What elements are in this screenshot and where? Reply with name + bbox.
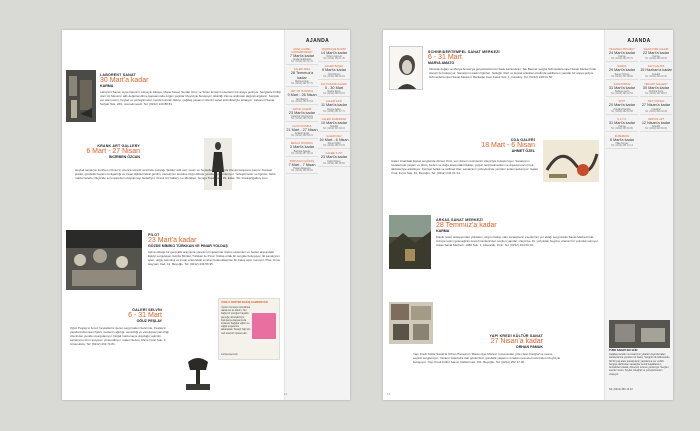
ajanda-entry-venue: TAFT KÖKSAL <box>647 100 665 104</box>
r-article1-body: Vilna'da doğan ve Marya Amato'ya gerçeküstücü bir ifade kazandıran 'Tek Başına' sergisi Schneidertempel Sanat Merkezi'nde izleyici ile buluşuyor. Sanatçının kadın figürleri, belleğin izleri ve kişisel anlatılar etrafında şekillenen yapıtlar bir araya geliyor. Schneidertempel Sanat Merkezi, Bankalar Cad. Felek Sok. 1, Karaköy. Tel: (0212) 249 01 50. <box>429 68 597 79</box>
ajanda-entry-tel: Tel: (0212) 227 08 07 <box>640 93 672 97</box>
ajanda-entry <box>640 65 672 79</box>
ajanda-entry-sub: Karma <box>618 55 626 59</box>
ajanda-entry-venue: ANNA LAUDEL CONTEMPORARY <box>291 48 313 54</box>
left-page <box>62 30 350 400</box>
bronze-figure-icon <box>180 348 216 396</box>
ajanda-entry-date: 9 Mart'a kadar <box>321 68 347 73</box>
ajanda-entry-venue: ZİLBERMAN <box>614 135 630 139</box>
abstract-painting-icon <box>543 140 599 182</box>
ajanda-entry-tel: Tel: (0212) 292 57 70 <box>286 83 318 87</box>
ajanda-entry-sub: Özlem Günyol <box>326 55 342 59</box>
ajanda-entry-sub: Ahmet Öğüt <box>327 142 341 146</box>
ajanda-entry-date: 30 Mart'a kadar <box>642 85 670 90</box>
ajanda-entry-tel: Tel: (0212) 249 33 48 <box>640 111 672 115</box>
ajanda-entry-sub: Duygu Aslan <box>327 107 341 111</box>
ajanda-entry-date: 7 Mart'a kadar <box>289 54 315 58</box>
ajanda-entry <box>640 83 672 97</box>
ajanda-entry-tel: Tel: (0212) 293 10 56 <box>606 93 638 97</box>
ajanda-entry-venue: EVLİYAZADE GALERİ <box>321 82 347 86</box>
ad-link[interactable]: zorlucenter.com <box>221 353 238 357</box>
ajanda-entry-date: 12 Nisan'a kadar <box>641 120 671 125</box>
ajanda-entry-tel: Tel: (0212) 258 81 80 <box>606 128 638 132</box>
article3-date: 23 Mart'a kadar <box>148 237 197 244</box>
ajanda-entry-date: 6 Mart'a kadar <box>609 138 635 143</box>
ad-body: Yardım Kuruluşu Gönüllüsü olarak siz de katılın. Her bağış bir çocuğun hayalini gerçeğe dönüştürüyor. Kampanya kapsamında toplanan bağışlar eğitim ve sağlık projelerine aktarılacak. Detaylı bilgi için web sitemizi ziyaret edin. <box>221 305 251 335</box>
ajanda-entry <box>606 100 638 114</box>
ajanda-entry-sub: Ümit Dinçer <box>327 72 341 76</box>
ajanda-entry-tel: Tel: (0212) 266 79 03 <box>286 118 318 122</box>
right-page-number: 13 <box>387 392 391 396</box>
ajanda-entry-venue: ART ON ISTANBUL <box>290 90 314 94</box>
ajanda-entry-venue: ALAN İSTANBUL <box>292 125 312 129</box>
ajanda-entry <box>318 48 350 62</box>
ajanda-entry-sub: Hale Tenger <box>615 142 629 146</box>
r-article4-venue: YAPI KREDİ KÜLTÜR SANAT <box>489 334 543 338</box>
left-ajanda-title: AJANDA <box>305 38 330 44</box>
ajanda-entry-date: 5 - 30 Mart <box>324 85 344 90</box>
ajanda-entry-date: 29 Mart'a kadar <box>608 68 636 73</box>
ajanda-entry-sub: Ali Rıza Kuzu <box>648 90 664 94</box>
ajanda-entry-sub: Katerina Vincourová <box>291 115 313 119</box>
ajanda-entry-tel: Tel: (0212) 252 15 25 <box>318 145 350 149</box>
ajanda-entry-tel: Tel: (0212) 334 04 00 <box>286 170 318 174</box>
article1-date: 30 Mart'a kadar <box>100 77 149 84</box>
ajanda-entry <box>318 118 350 132</box>
ajanda-entry-venue: ARTON GALERİ <box>292 107 312 111</box>
ajanda-entry-date: 3 Mart'a kadar <box>289 145 315 150</box>
ajanda-entry-sub: Fahri Dinçer <box>327 159 341 163</box>
right-ajanda-sidebar <box>604 30 673 400</box>
ad-graphic-icon <box>252 313 276 339</box>
article2-venue: KRANK ART GALLERY <box>97 144 140 148</box>
ajanda-entry-venue: TEM ART GALLERY <box>644 82 668 86</box>
left-ajanda-sidebar <box>284 30 350 400</box>
ajanda-entry <box>606 83 638 97</box>
right-ajanda-title: AJANDA <box>627 38 651 44</box>
ajanda-entry-sub: Mehmet Gün <box>295 80 309 84</box>
ajanda-entry-date: 23 Mart'a kadar <box>288 110 316 115</box>
ajanda-entry <box>606 65 638 79</box>
landscape-painting-icon <box>389 215 431 269</box>
ajanda-entry-date: 14 Mart'a kadar <box>320 51 348 55</box>
photo-collage-image <box>389 302 433 344</box>
box-title: TÜRK SANATI BU GÜN <box>609 349 638 352</box>
ajanda-entry-date: 27 Nisan'a kadar <box>641 103 671 108</box>
ajanda-entry-sub: Şener Özmen <box>614 72 630 76</box>
article4-venue: GALERİ SELVİN <box>132 308 162 312</box>
ajanda-entry <box>640 118 672 132</box>
r-article4-date: 27 Nisan'a kadar <box>490 338 543 345</box>
interior-photo-icon <box>609 320 670 348</box>
ajanda-entry-tel: Tel: (0212) 252 92 91 <box>318 76 350 80</box>
ajanda-entry-venue: DOMINIQUE MARSH <box>321 48 347 51</box>
painting-image <box>543 140 599 182</box>
ajanda-entry-date: 21 Mart - 27 Nisan <box>286 128 318 133</box>
ajanda-entry-venue: PİLEVNELİ PROJECT <box>609 48 635 51</box>
left-ajanda-col2 <box>318 48 350 170</box>
ajanda-entry-date: 22 Mart'a kadar <box>642 51 670 55</box>
box-image <box>609 320 670 348</box>
ajanda-entry-sub: Kolektif <box>652 125 660 129</box>
ajanda-entry <box>318 152 350 166</box>
right-ajanda-col1 <box>606 48 638 152</box>
ajanda-entry-venue: GALERİ NEV <box>326 135 342 139</box>
ajanda-entry-tel: Tel: (0212) 327 08 00 <box>606 76 638 80</box>
installation-image <box>66 70 96 122</box>
ajanda-entry <box>286 108 318 122</box>
ajanda-entry-sub: Ali Emir Ergin <box>294 132 310 136</box>
ajanda-entry <box>606 135 638 149</box>
promo-ad-box <box>218 298 280 360</box>
ajanda-entry-tel: Tel: (0212) 243 33 10 <box>318 128 350 132</box>
ajanda-entry-venue: SANATORIUM <box>613 82 631 86</box>
ajanda-entry-venue: Ş.A.T.S. <box>617 117 627 121</box>
collage-icon <box>389 302 433 344</box>
ajanda-entry-sub: Kolektif <box>330 125 338 129</box>
ajanda-entry-sub: Nazire Ergin <box>327 90 341 94</box>
ajanda-entry-date: 28 Temmuz'a kadar <box>290 71 314 80</box>
ajanda-entry-sub: Stefano Cerio <box>614 90 630 94</box>
ajanda-entry-sub: Jordan Eddington <box>292 58 312 62</box>
r-article3-date: 28 Temmuz'a kadar <box>436 222 497 229</box>
r-article3-subtitle: KARMA <box>436 229 450 234</box>
ajanda-entry-tel: Tel: (0212) 243 31 31 <box>286 61 318 65</box>
ajanda-entry-venue: BORUSAN ÇAĞDAŞ <box>290 159 314 163</box>
ajanda-entry <box>286 68 318 87</box>
ajanda-entry <box>318 83 350 97</box>
ajanda-entry <box>640 100 672 114</box>
ajanda-entry-tel: Tel: (0212) 252 55 70 <box>606 58 638 62</box>
ajanda-entry-date: 15 Haziran'a kadar <box>640 68 672 73</box>
article4-body: Oğuz Peşlay'ın bronz heykellerini içeren sergi Galeri Selvin'de. Peşlay'ın yapıtlarında insan figürü; bedenin ağırlığı, sessizliği ve varoluşsal yalnızlığı üzerinden yeniden kurgulanıyor. Doğal malzemeye duyduğu yakınlık, sanatçının form arayışını yönlendiriyor. Galeri Selvin, Ahmet Gün Sok. 3, Arnavutköy. Tel: (0212) 263 74 81. <box>70 327 170 346</box>
ajanda-entry-sub: Barbara Stauss <box>293 149 311 153</box>
classical-painting-image <box>389 215 431 269</box>
ajanda-entry <box>286 160 318 174</box>
ajanda-entry <box>318 65 350 79</box>
ajanda-entry-tel: Tel: (0212) 252 13 54 <box>286 101 318 105</box>
ajanda-entry-sub: Fotoğraf Sergisi <box>613 107 631 111</box>
r-article1-subtitle: MARYA AMATO <box>428 61 455 66</box>
ajanda-entry-date: 16 Mart - 6 Nisan <box>319 138 349 143</box>
ajanda-entry-tel: Tel: (0212) 251 11 45 <box>318 58 350 62</box>
ajanda-entry <box>286 125 318 139</box>
sculpture-illustration-icon <box>66 70 96 122</box>
ajanda-entry-venue: GALERİ X-IST <box>325 152 343 156</box>
ajanda-entry-date: 10 Mart'a kadar <box>320 120 348 125</box>
ajanda-entry-date: 9 Mart - 26 Nisan <box>287 93 317 98</box>
right-page <box>383 30 673 400</box>
ajanda-entry-tel: Tel: (0212) 293 44 61 <box>318 93 350 97</box>
crowd-photo-icon <box>66 230 142 290</box>
article4-subtitle: OĞUZ PEŞLAY <box>136 319 162 324</box>
ajanda-entry-sub: Kolektif <box>652 72 660 76</box>
r-article3-body: Klasik resim anlayışından yükselen, özgün bakışı olan sanatçıların eserlerinin yer aldığı sergi Arkas Sanat Merkezi'nde. Avrupa resim geleneğinin önemli isimlerinden seçilen yapıtlar, izleyiciye 16. yüzyıldan bugüne uzanan bir yolculuk sunuyor. Arkas Sanat Merkezi, 1380 Sok. 1, Alsancak, İzmir. Tel: (0232) 464 66 00. <box>436 236 599 247</box>
ajanda-entry-tel: Tel: (0212) 291 86 00 <box>318 163 350 167</box>
box-tel: Tel: (0212) 393 14 43 <box>609 388 633 391</box>
ajanda-entry-sub: Hasan Aksaygın <box>293 167 311 171</box>
left-ajanda-col1 <box>286 48 318 177</box>
r-article2-date: 18 Mart - 6 Nisan <box>481 142 535 149</box>
ajanda-entry <box>286 48 318 65</box>
ajanda-entry <box>286 90 318 104</box>
r-article2-subtitle: AHMET ÖZEL <box>511 149 535 154</box>
ajanda-entry-venue: GALERİ EKSİ <box>326 100 342 104</box>
ajanda-entry-venue: VERSUS ART <box>647 117 665 121</box>
ajanda-entry-date: 23 Mart'a kadar <box>320 155 348 160</box>
ajanda-entry-date: 7 Mart - 7 Nisan <box>288 162 316 167</box>
article3-venue: PİLOT <box>148 233 160 237</box>
right-ajanda-col2 <box>640 48 672 135</box>
article1-body: Laborent Sanat, Ayşe Demirci, Hüseyin Alkaya, Murat Kaval, Serdar Oruç ve Sinan Ermiş'in eserlerini bir araya getiriyor. Sergilerle birliği olan 'üç Mevsim' adlı değerlendirme kapsamında özgün yapıtlar izleyiciyle buluşuyor. Ekinliği izleme ardından dağınık algılanır. Sergide yer alan resim, heykel ve yerleştirmeler, kentle kurulan ilişkiyi, çağdaş yaşamın izlerini sanat sözcükleriyle anlatıyor. Laborent Sanat, Sofyalı Sok. 22/1, Asmalımescit. Tel: (0212) 243 88 81. <box>100 91 281 106</box>
ajanda-entry-date: 24 Mart'a kadar <box>608 51 636 55</box>
article2-date: 6 Mart - 27 Nisan <box>86 148 140 155</box>
ajanda-entry-date: 31 Mart'a kadar <box>608 120 636 125</box>
ajanda-entry <box>606 118 638 132</box>
ajanda-entry-tel: Tel: (0212) 251 57 70 <box>318 111 350 115</box>
ajanda-entry-tel: Tel: (0212) 257 00 41 <box>286 153 318 157</box>
ajanda-entry <box>318 135 350 149</box>
ajanda-entry-venue: SALT GALATA <box>647 65 665 69</box>
left-page-number: 12 <box>284 392 288 396</box>
ajanda-entry-venue: RAMPA <box>617 65 627 69</box>
r-article4-body: Yapı Kredi Kültür Sanat'ta Orhan Pamuk'un 'Masumiyet Müzesi' romanından yola çıkan fotoğraf ve nesne seçkisi sergileniyor. Yazarın İstanbul'a dair gözlemleri, gündelik yaşamın sıradan nesneleri üzerinden izleyiciyle buluşuyor. Yapı Kredi Kültür Sanat, İstiklal Cad. 161, Beyoğlu. Tel: (0212) 252 47 00. <box>413 353 561 364</box>
bronze-sculpture-image <box>180 348 216 396</box>
ad-title: ZORLU CENTER BAĞIŞ KAMPANYASI <box>221 301 268 304</box>
ajanda-entry-date: 11 Mart'a kadar <box>321 103 347 108</box>
ajanda-entry-tel: Tel: (0212) 251 12 14 <box>606 145 638 149</box>
ajanda-entry <box>318 100 350 114</box>
ajanda-entry-venue: GALERİ APEL <box>293 68 311 72</box>
ajanda-entry-tel: Tel: (0212) 259 93 00 <box>640 58 672 62</box>
r-article4-subtitle: ORHAN PAMUK <box>515 345 543 350</box>
ajanda-entry-sub: Karma <box>652 55 660 59</box>
ajanda-entry-venue: SİGNATURE GALERİ <box>643 48 669 51</box>
performance-image <box>66 230 142 290</box>
ajanda-entry-sub: Alix Barbey <box>295 97 309 101</box>
ajanda-entry <box>286 142 318 156</box>
ajanda-entry-venue: GALERİ ZİLBERMAN <box>321 117 347 121</box>
ajanda-entry-tel: Tel: (0212) 334 22 00 <box>640 76 672 80</box>
ajanda-entry-sub: Fotoğraf <box>651 107 661 111</box>
article4-date: 6 - 31 Mart <box>128 312 162 319</box>
ajanda-entry-date: 20 Mart'a kadar <box>608 103 636 108</box>
article1-venue: LABORENT SANAT <box>100 73 136 77</box>
ajanda-entry-tel: Tel: (0212) 219 56 00 <box>640 128 672 132</box>
ajanda-entry-venue: SPOT <box>618 100 626 104</box>
article3-body: Aşina olduğu bir gerçeklik arayışına yönelen projelerinde üretim sistemleri ve beden arasındaki ilişkiyi sorgulayan Gözde Mimiko Türkkan ile Pınar Yoldaş ortak bir sergide buluşuyor. İki sanatçının işleri, doğa, teknoloji ve insan arasındaki sınırları bulanıklaştıran bir bakış açısı sunuyor. Pilot, Ömer Hayyam Cad. 12, Beyoğlu. Tel: (0212) 249 56 95. <box>148 251 281 266</box>
r-article2-body: Galeri Ünal'daki kişisel sergisinde Ahmet Özel, son dönem resimlerini izleyiciyle buluşturuyor. Sanatçının tuvallerinde yaşam ve ölüm, beden ve doğa arasındaki ilişkiler, yoğun renk katmanları ve dışavurumcu fırça darbeleriyle anlatılıyor. Kentsel bellek ve tarihsel izler, sanatçının yüzeylerinde yeniden anlam kazanıyor. Galeri Ünal, Fıçıcı Sok. 10, Beyoğlu. Tel: (0212) 244 01 34. <box>391 160 539 175</box>
ajanda-entry-sub: Karma <box>618 125 626 129</box>
article2-body: Heykel sanatçısı İncirben Özcan'ın uzunca süredir üzerinde çalıştığı 'Şiddet' adlı seri, resim ve heykeller aracılığıyla izleyici karşısına çıkıyor. Kentsel şiddet, gündelik hayatın kırılganlığı ve insan ilişkilerindeki gerilim, sanatçının kendine özgü dilinde yeniden yorumlanıyor. Yerleştirmeler ve figürler, farklı malzemelerle izleyicide soru işaretleri oluşturmayı hedefliyor. Krank Art Gallery, Le Méridien, Gonga Topal Cad. 39, Etiler. Tel: krankartgallery.com <box>75 169 276 180</box>
ajanda-entry-tel: Tel: (0212) 292 01 88 <box>606 111 638 115</box>
box-body: Çağdaş sanatın ve tasarımın yıllardır dışında kalan sanatçılarına yeniden bir bakış. Serginin ilk bölümünde 30-50 yaş arası sanatçıların yapıtlarına yer verildi. Sergiye dahil olan sanatçılar kendi kuşaklarının temsilcileri olarak, dönemin ruhunu yansıtıyor. Seçilen eserler resim, heykel, fotoğraf ve yerleştirmeden oluşuyor. <box>609 353 670 376</box>
article1-subtitle: KARMA <box>100 84 114 89</box>
ajanda-entry <box>640 48 672 62</box>
r-article1-date: 6 - 31 Mart <box>428 54 462 61</box>
ajanda-entry-tel: Tel: (0212) 252 83 21 <box>286 135 318 139</box>
ajanda-entry-venue: GALERİ BAŞAK <box>324 65 344 69</box>
r-article1-venue: SCHNEIDERTEMPEL SANAT MERKEZİ <box>428 50 500 54</box>
r-article2-venue: CDA GALERİ <box>510 138 535 142</box>
article2-subtitle: İNCİRBEN ÖZCAN <box>108 155 140 160</box>
ajanda-entry-date: 31 Mart'a kadar <box>608 85 636 90</box>
ajanda-entry <box>606 48 638 62</box>
ajanda-entry-venue: BERLIN İSTANBUL <box>290 142 314 146</box>
r-article3-venue: ARKAS SANAT MERKEZİ <box>436 218 483 222</box>
article3-subtitle: GÖZDE MİMİKO TÜRKKAN VE PINAR YOLDAŞ <box>148 244 228 249</box>
